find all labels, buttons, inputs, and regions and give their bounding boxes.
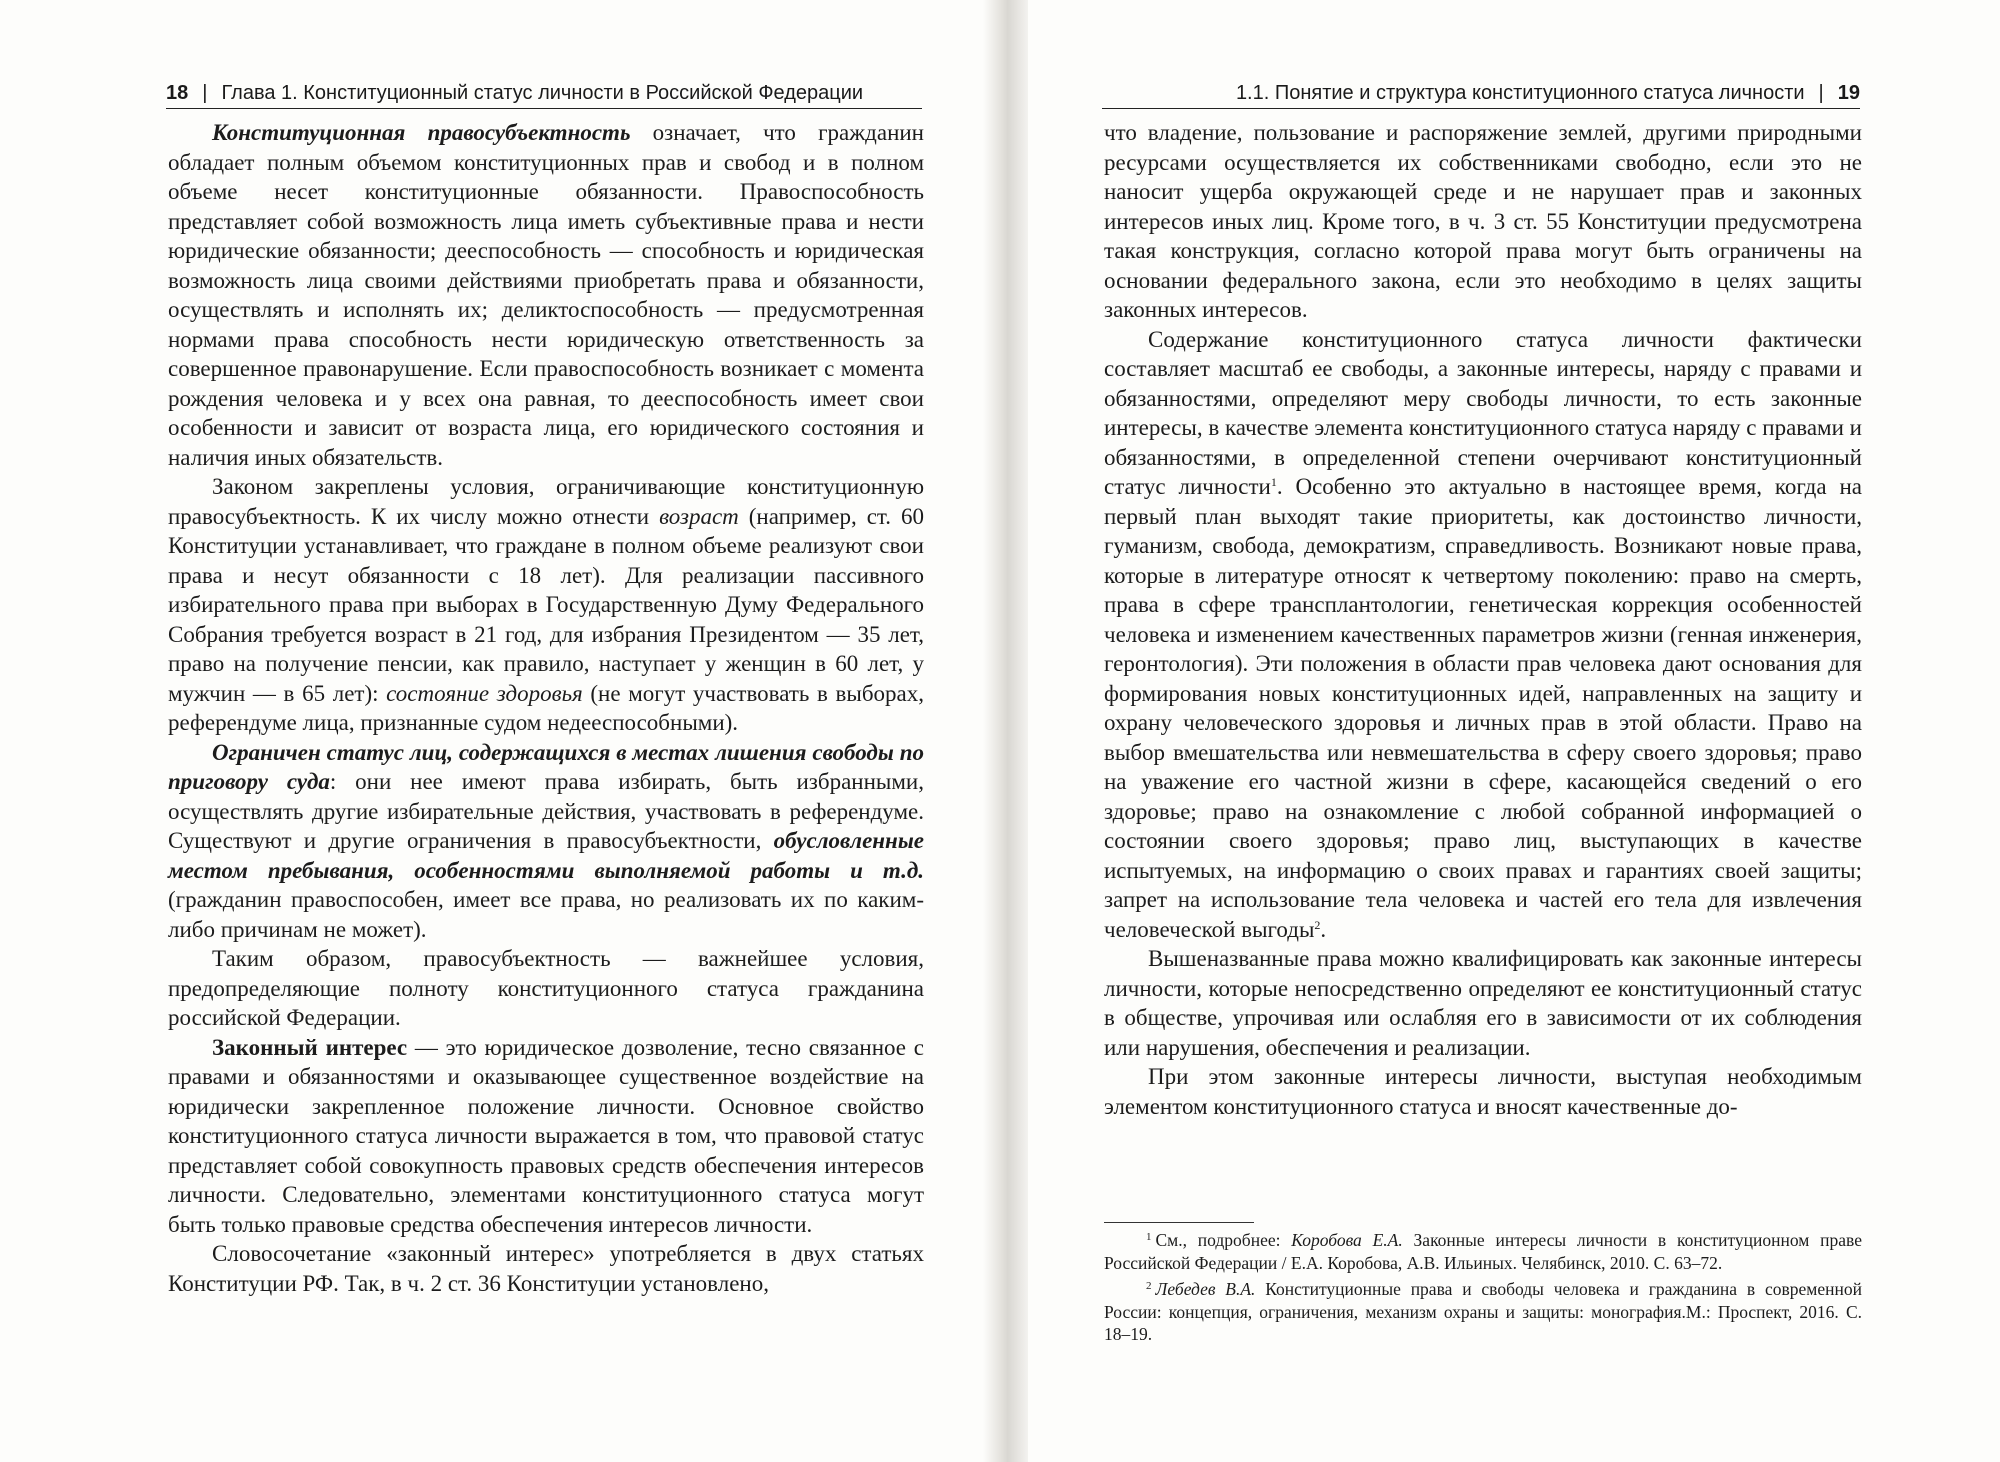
footnote-divider [1104, 1222, 1254, 1223]
right-body-text [1104, 118, 1862, 1121]
header-separator: | [202, 82, 208, 104]
left-page [0, 0, 983, 1462]
header-separator: | [1818, 82, 1824, 104]
term-legitimate-interest: Законный интерес [212, 1034, 408, 1060]
paragraph-imprisoned-status: Ограничен статус лиц, содержащихся в местах лишения свободы по приговору суда: они нее имеют права избирать, быть избранными, осуществлять другие избирательные действия, участвовать в референдуме. Существуют и другие ограничения в правосубъектности, обусловленные местом пребывания, особенностями выполняемой работы и т.д. (гражданин правоспособен, имеет все права, но реализовать их по каким-либо причинам не может). [168, 739, 924, 942]
right-section-title: 1.1. Понятие и структура конституционного статуса личности [1235, 82, 1805, 104]
paragraph-qualification: Вышеназванные права можно квалифицировать как законные интересы личности, которые непосредственно определяют ее конституционный статус в обществе, упрочивая или ослабляя его в зависимости от их соблюдения или нарушения, обеспечения и реализации. [1104, 946, 1862, 1060]
term-health: состояние здоровья [386, 680, 583, 706]
term-imprisoned: Ограничен статус лиц, содержащихся в местах лишения свободы по приговору суда [168, 739, 924, 794]
footnote-author: Лебедев В.А. [1155, 1279, 1256, 1299]
left-running-head [166, 78, 922, 109]
footnotes [1104, 1222, 1862, 1350]
right-running-head [1102, 78, 1860, 109]
paragraph-legal-capacity: Конституционная правосубъектность означает, что гражданин обладает полным объемом конституционных прав и свобод и в полном объеме несет конституционные обязанности. Правоспособность представляет собой возможность лица иметь субъективные права и нести юридические обязанности; дееспособность — способность и юридическая возможность лица своими действиями приобретать права и обязанности, осуществлять и исполнять их; деликтоспособность — предусмотренная нормами права способность нести юридическую ответственность за совершенное правонарушение. Если правоспособность возникает с момента рождения человека и у всех она равная, то дееспособность имеет свои особенности и зависит от возраста лица, его юридического состояния и наличия иных обязательств. [168, 120, 924, 470]
footnote-ref-1[interactable]: 1 [1270, 475, 1277, 489]
right-page-number: 19 [1837, 82, 1860, 104]
paragraph-conclusion: Таким образом, правосубъектность — важнейшее условия, предопределяющие полноту конституционного статуса гражданина российской Федерации. [168, 946, 924, 1030]
paragraph-final: При этом законные интересы личности, выступая необходимым элементом конституционного статуса и вносят качественные до- [1104, 1064, 1862, 1119]
footnote-author: Коробова Е.А. [1291, 1230, 1403, 1250]
left-chapter-title: Глава 1. Конституционный статус личности в Российской Федерации [221, 82, 864, 104]
footnote-1: $^1$ См., подробнее: Коробова Е.А. Законные интересы личности в конституционном праве Российской Федерации / Е.А. Коробова, А.В. Ильиных. Челябинск, 2010. С. 63–72. [1104, 1230, 1862, 1273]
paragraph-restrictions: Законом закреплены условия, ограничивающие конституционную правосубъектность. К их числу можно отнести возраст (например, ст. 60 Конституции устанавливает, что граждане в полном объеме реализуют свои права и несут обязанности с 18 лет). Для реализации пассивного избирательного права при выборах в Государственную Думу Федерального Собрания требуется возраст в 21 год, для избрания Президентом — 35 лет, право на получение пенсии, как правило, наступает у женщин в 60 лет, у мужчин — в 65 лет): состояние здоровья (не могут участвовать в выборах, референдуме лица, признанные судом недееспособными). [168, 474, 924, 735]
footnote-ref-2[interactable]: 2 [1314, 917, 1321, 932]
paragraph-content-of-status: Содержание конституционного статуса личности фактически составляет масштаб ее свободы, а законные интересы, наряду с правами и обязанностями, определяют меру свободы личности, то есть законные интересы, в качестве элемента конституционного статуса наряду с правами и обязанностями, в определенной степени очерчивают конституционный статус личности$^1$. Особенно это актуально в настоящее время, когда на первый план выходят такие приоритеты, как достоинство личности, гуманизм, свобода, демократизм, справедливость. Возникают новые права, которые в литературе относят к четвертому поколению: право на смерть, права в сфере трансплантологии, генетическая коррекция особенностей человека и изменением качественных параметров жизни (генная инженерия, геронтология). Эти положения в области прав человека дают основания для формирования новых конституционных идей, направленных на защиту и охрану человеческого здоровья и личных прав в этой области. Право на выбор вмешательства или невмешательства в сферу своего здоровья; право на уважение его частной жизни в сфере, касающейся сведений о его здоровье; право на ознакомление с любой собранной информацией о состоянии своего здоровья; право лиц, выступающих в качестве испытуемых, на информацию о своих правах и гарантиях своей защиты; запрет на использование тела человека и частей его тела для извлечения человеческой выгоды$^2$. [1104, 326, 1862, 942]
left-body-text [168, 118, 924, 1298]
term-other-restrictions: обусловленные местом пребывания, особенностями выполняемой работы и т.д. [168, 828, 924, 883]
footnote-2: $^2$ Лебедев В.А. Конституционные права и свободы человека и гражданина в современной России: концепция, ограничения, механизм охраны и защиты: монография.М.: Проспект, 2016. С. 18–19. [1104, 1279, 1862, 1344]
term-age: возраст [659, 503, 739, 529]
paragraph-legitimate-interest: Законный интерес — это юридическое дозволение, тесно связанное с правами и обязанностями и оказывающее существенное воздействие на юридически закрепленное положение личности. Основное свойство конституционного статуса личности выражается в том, что правовой статус представляет собой совокупность правовых средств обеспечения интересов личности. Следовательно, элементами конституционного статуса могут быть только правовые средства обеспечения интересов личности. [168, 1034, 924, 1237]
paragraph-continued: что владение, пользование и распоряжение землей, другими природными ресурсами осуществляется их собственниками свободно, если это не наносит ущерба окружающей среде и не нарушает прав и законных интересов иных лиц. Кроме того, в ч. 3 ст. 55 Конституции предусмотрена такая конструкция, согласно которой права могут быть ограничены на основании федерального закона, если это необходимо в целях защиты законных интересов. [1104, 120, 1862, 322]
paragraph-phrase-usage: Словосочетание «законный интерес» употребляется в двух статьях Конституции РФ. Так, в ч. 2 ст. 36 Конституции установлено, [168, 1241, 924, 1296]
book-gutter [983, 0, 1028, 1462]
left-page-number: 18 [166, 82, 189, 104]
term-constitutional-legal-personality: Конституционная правосубъектность [212, 120, 631, 145]
right-page [1028, 0, 2000, 1462]
